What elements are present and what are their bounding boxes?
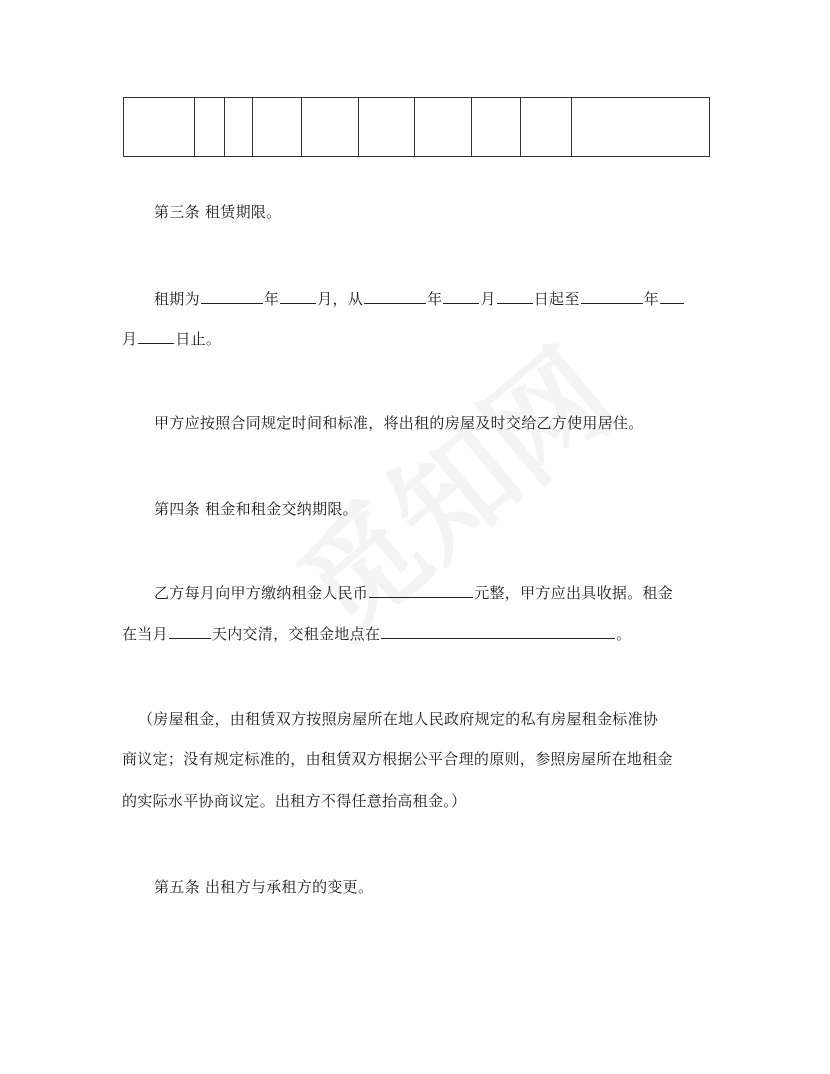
term-year-3: 年: [643, 290, 659, 308]
rent-line2-suffix: 。: [616, 625, 632, 643]
term-line-2: [122, 327, 221, 350]
blank-field: [280, 287, 316, 304]
blank-field: [138, 327, 174, 344]
table-cell: [195, 98, 225, 157]
rent-line2-prefix: 在当月: [122, 625, 168, 643]
blank-field: [169, 622, 211, 639]
blank-field: [581, 287, 643, 304]
term-year-2: 年: [427, 290, 443, 308]
empty-table: [123, 97, 710, 157]
note-line: （房屋租金，由租赁双方按照房屋所在地人民政府规定的私有房屋租金标准协: [138, 710, 659, 728]
rent-suffix: 元整，甲方应出具收据。租金: [474, 584, 674, 602]
table-cell: [572, 98, 710, 157]
table-cell: [415, 98, 472, 157]
table-row: [124, 98, 710, 157]
term-end: 日止。: [175, 330, 222, 348]
rent-line2-middle: 天内交清，交租金地点在: [211, 625, 381, 643]
blank-field: [369, 581, 473, 598]
blank-field: [497, 287, 533, 304]
article3-heading: 第三条 租赁期限。: [154, 203, 282, 221]
blank-field: [660, 287, 684, 304]
blank-field: [201, 287, 263, 304]
blank-field: [364, 287, 426, 304]
term-month-3: 月: [122, 330, 138, 348]
rent-prefix: 乙方每月向甲方缴纳租金人民币: [154, 584, 369, 602]
note-line: 商议定；没有规定标准的，由租赁双方根据公平合理的原则，参照房屋所在地租金: [122, 750, 673, 768]
term-year-1: 年: [263, 290, 280, 308]
term-month-2: 月: [480, 290, 496, 308]
blank-field: [443, 287, 479, 304]
note-line: 的实际水平协商议定。出租方不得任意抬高租金。）: [122, 792, 467, 810]
term-day: 日起至: [533, 290, 580, 308]
table-cell: [302, 98, 359, 157]
table-cell: [124, 98, 195, 157]
term-month-1: 月，从: [317, 290, 364, 308]
article4-heading: 第四条 租金和租金交纳期限。: [154, 500, 358, 518]
rent-line-2: [122, 622, 632, 645]
table-cell: [253, 98, 302, 157]
term-prefix: 租期为: [154, 290, 200, 308]
rent-line-1: [154, 581, 673, 604]
delivery-paragraph: 甲方应按照合同规定时间和标准，将出租的房屋及时交给乙方使用居住。: [154, 414, 644, 432]
table-cell: [359, 98, 415, 157]
table-cell: [521, 98, 572, 157]
blank-field: [381, 622, 615, 639]
table-cell: [225, 98, 253, 157]
table-cell: [472, 98, 521, 157]
article5-heading: 第五条 出租方与承租方的变更。: [154, 878, 374, 896]
term-line-1: [154, 287, 685, 310]
watermark: [257, 304, 643, 667]
